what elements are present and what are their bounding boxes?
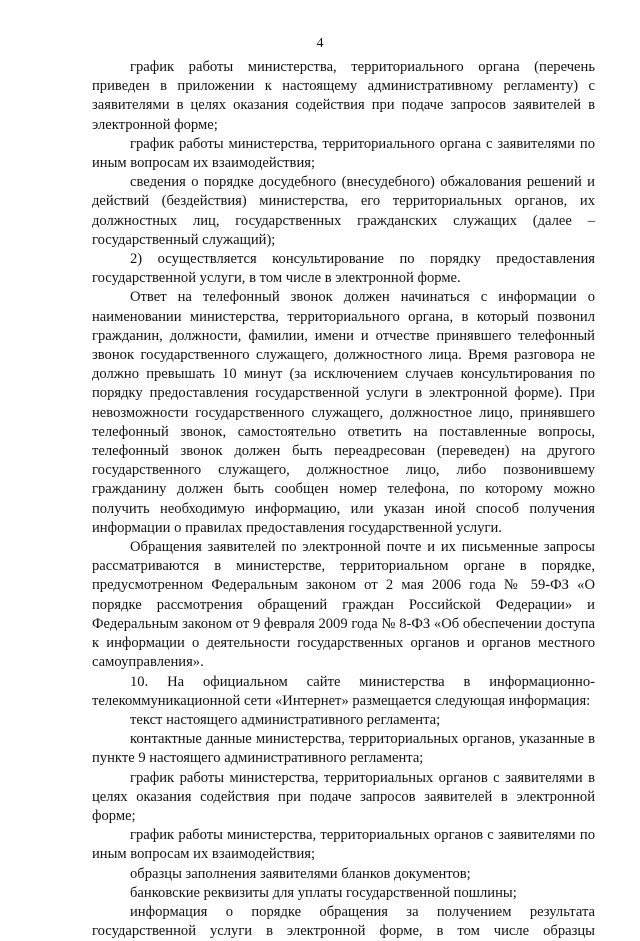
paragraph: сведения о порядке досудебного (внесудебного) обжалования решений и действий (бездействия) министерства, его территориальных органов, их должностных лиц, государственных гражданских служащих (далее – государственный служащий);: [92, 174, 595, 248]
paragraph: Обращения заявителей по электронной почте и их письменные запросы рассматриваются в министерстве, территориальном органе в порядке, предусмотренном Федеральным законом от 2 мая 2006 года № 59-ФЗ «О порядке рассмотрения обращений граждан Российской Федерации» и Федеральным законом от 9 февраля 2009 года № 8-ФЗ «Об обеспечении доступа к информации о деятельности государственных органов и органов местного самоуправления».: [92, 539, 595, 671]
paragraph: график работы министерства, территориальных органов с заявителями по иным вопросам их взаимодействия;: [92, 827, 595, 863]
paragraph: график работы министерства, территориального органа с заявителями по иным вопросам их взаимодействия;: [92, 135, 595, 172]
paragraph: график работы министерства, территориального органа (перечень приведен в приложении к настоящему административному регламенту) с заявителями в целях оказания содействия при подаче запросов заявителей в электронной форме;: [92, 59, 595, 133]
paragraph: банковские реквизиты для уплаты государственной пошлины;: [130, 884, 517, 901]
paragraph: Ответ на телефонный звонок должен начинаться с информации о наименовании министерства, территориального органа, в который позвонил гражданин, должности, фамилии, имени и отчестве принявшего телефонный звонок государственного служащего, должностного лица. Время разговора не должно превышать 10 минут (за исключением случаев консультирования по порядку предоставления государственной услуги в электронной форме). При невозможности государственного служащего, должностное лицо, принявшего телефонный звонок, самостоятельно ответить на поставленные вопросы, телефонный звонок должен быть переадресован (переведен) на другого государственного служащего, должностное лицо, либо позвонившему гражданину должен быть сообщен номер телефона, по которому можно получить необходимую информацию, или указан иной способ получения информации о правилах предоставления государственной услуги.: [92, 289, 595, 536]
paragraph: 10. На официальном сайте министерства в информационно-телекоммуникационной сети «Интернет» размещается следующая информация:: [92, 673, 595, 709]
document-body: [92, 58, 595, 941]
paragraph: образцы заполнения заявителями бланков документов;: [130, 865, 471, 882]
page-number: 4: [316, 36, 324, 51]
paragraph: 2) осуществляется консультирование по порядку предоставления государственной услуги, в том числе в электронной форме.: [92, 251, 595, 287]
paragraph: текст настоящего административного регламента;: [130, 711, 441, 728]
paragraph: контактные данные министерства, территориальных органов, указанные в пункте 9 настоящего административного регламента;: [92, 731, 595, 767]
paragraph: график работы министерства, территориальных органов с заявителями в целях оказания содействия при подаче запросов заявителей в электронной форме;: [92, 769, 595, 824]
paragraph: информация о порядке обращения за получением результата государственной услуги в электронной форме, в том числе образцы: [92, 903, 595, 940]
